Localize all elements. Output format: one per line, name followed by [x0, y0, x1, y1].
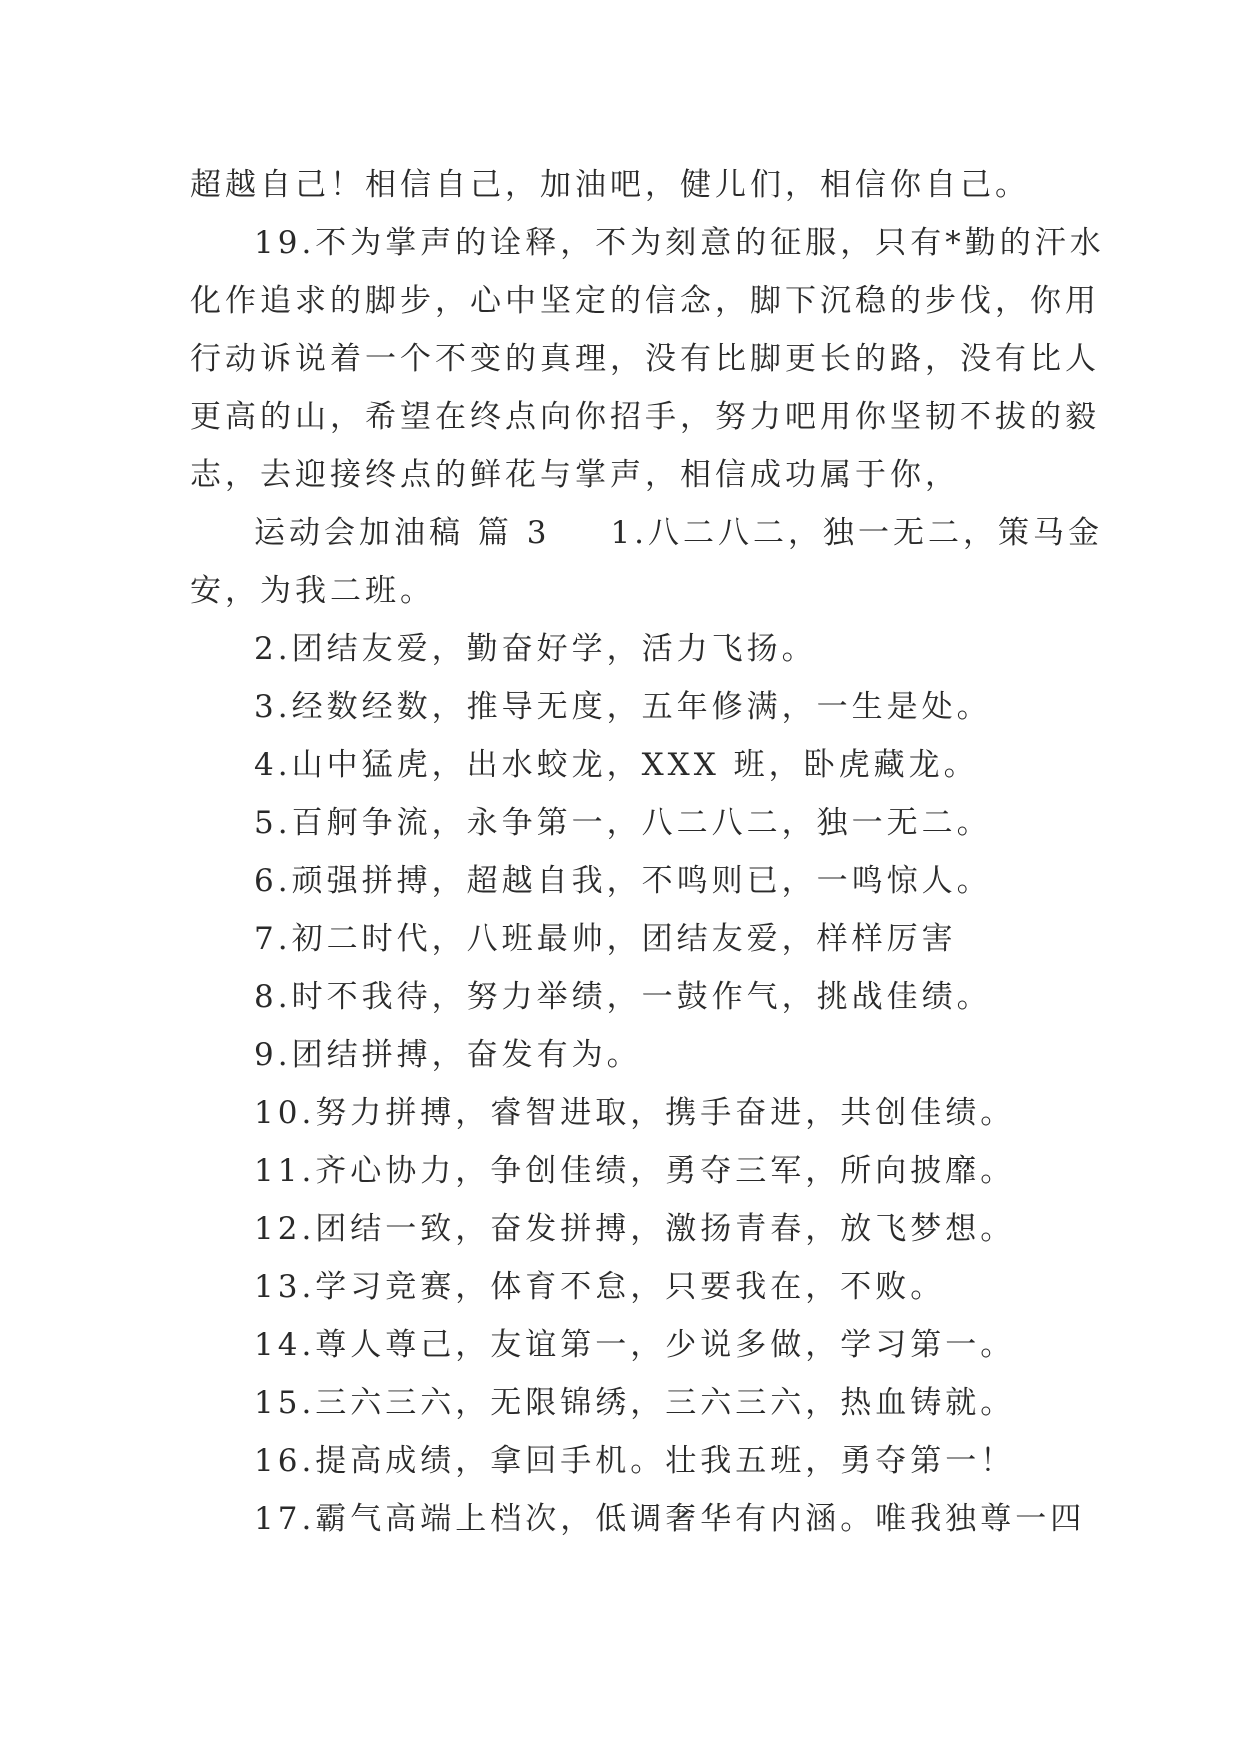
document-body — [190, 156, 1105, 1548]
text-line: 1.八二八二，独一无二，策马金 — [610, 515, 1104, 551]
text-line: 更高的山，希望在终点向你招手，努力吧用你坚韧不拔的毅 — [190, 399, 1100, 435]
list-item: 6.顽强拼搏，超越自我，不鸣则已，一鸣惊人。 — [254, 863, 992, 899]
section-heading: 运动会加油稿 篇 3 — [254, 515, 551, 551]
list-item: 8.时不我待，努力举绩，一鼓作气，挑战佳绩。 — [254, 979, 992, 1015]
list-item: 11.齐心协力，争创佳绩，勇夺三军，所向披靡。 — [254, 1153, 1016, 1189]
list-item: 5.百舸争流，永争第一，八二八二，独一无二。 — [254, 805, 992, 841]
text-line: 志，去迎接终点的鲜花与掌声，相信成功属于你， — [190, 457, 960, 493]
list-item: 17.霸气高端上档次，低调奢华有内涵。唯我独尊一四 — [254, 1501, 1086, 1537]
text-line: 化作追求的脚步，心中坚定的信念，脚下沉稳的步伐，你用 — [190, 283, 1100, 319]
section-heading-line — [190, 504, 1104, 562]
text-line: 安，为我二班。 — [190, 573, 435, 609]
list-item: 10.努力拼搏，睿智进取，携手奋进，共创佳绩。 — [254, 1095, 1016, 1131]
list-item: 3.经数经数，推导无度，五年修满，一生是处。 — [254, 689, 992, 725]
list-item: 14.尊人尊己，友谊第一，少说多做，学习第一。 — [254, 1327, 1016, 1363]
text-line: 超越自己！相信自己，加油吧，健儿们，相信你自己。 — [190, 167, 1030, 203]
list-item: 7.初二时代，八班最帅，团结友爱，样样厉害 — [254, 921, 957, 957]
list-item: 2.团结友爱，勤奋好学，活力飞扬。 — [254, 631, 817, 667]
list-item: 13.学习竞赛，体育不怠，只要我在，不败。 — [254, 1269, 946, 1305]
text-line: 19.不为掌声的诠释，不为刻意的征服，只有*勤的汗水 — [254, 225, 1105, 261]
text-line: 行动诉说着一个不变的真理，没有比脚更长的路，没有比人 — [190, 341, 1100, 377]
list-item: 9.团结拼搏，奋发有为。 — [254, 1037, 642, 1073]
list-item: 12.团结一致，奋发拼搏，激扬青春，放飞梦想。 — [254, 1211, 1016, 1247]
list-item: 4.山中猛虎，出水蛟龙，XXX 班，卧虎藏龙。 — [254, 747, 979, 783]
list-item: 15.三六三六，无限锦绣，三六三六，热血铸就。 — [254, 1385, 1016, 1421]
list-item: 16.提高成绩，拿回手机。壮我五班，勇夺第一！ — [254, 1443, 1016, 1479]
